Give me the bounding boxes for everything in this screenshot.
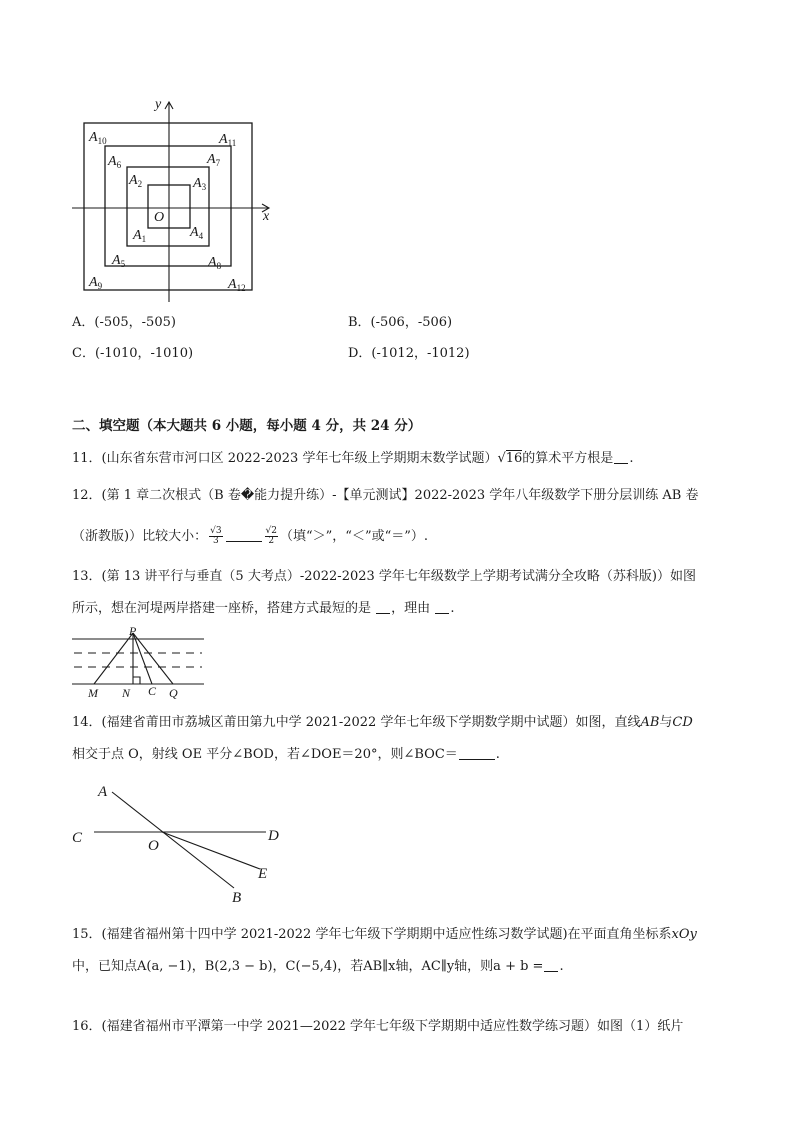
label-a10: $A_{10}$ (89, 130, 107, 146)
point-m-label: M (88, 686, 98, 700)
intersecting-lines-figure (66, 776, 296, 908)
q11-end: . (629, 451, 634, 466)
label-a5: $A_5$ (112, 253, 126, 269)
option-c: C．(-1010，-1010) (72, 346, 194, 361)
river-bridge-figure (70, 625, 210, 701)
point-e-label: E (258, 866, 268, 882)
question-13-line1: 13．(第 13 讲平行与垂直（5 大考点）-2022-2023 学年七年级数学上学期考试满分全攻略（苏科版)）如图 (72, 569, 696, 584)
q14-text-b: 相交于点 O，射线 OE 平分∠BOD，若∠DOE＝20°，则∠BOC＝ (72, 747, 458, 762)
sqrt-symbol: √ (497, 451, 506, 466)
ray-oe (162, 832, 260, 869)
q13-text-b: ，理由 (391, 601, 431, 616)
segment-pm (94, 633, 133, 684)
q15-text-a: 15．(福建省福州第十四中学 2021-2022 学年七年级下学期期中适应性练习数学试题)在平面直角坐标系 (72, 927, 672, 942)
square-outer (84, 123, 252, 290)
q12-fraction-1: $\frac{√3}{3}$ (210, 526, 222, 546)
question-16-line1: 16．(福建省福州市平潭第一中学 2021—2022 学年七年级下学期期中适应性数学练习题）如图（1）纸片 (72, 1019, 684, 1034)
point-d-label: D (268, 828, 279, 844)
q12-answer-blank[interactable] (226, 528, 262, 542)
question-14-line1 (72, 714, 693, 732)
q14-answer-blank[interactable] (459, 746, 495, 760)
question-11 (72, 450, 633, 468)
point-n-label: N (122, 686, 131, 700)
label-a8: $A_8$ (208, 255, 222, 271)
origin-label: O (154, 210, 165, 225)
q14-ab: AB (640, 715, 660, 730)
question-14-line2 (72, 746, 500, 764)
point-p-label: P (129, 625, 137, 638)
q11-answer-blank[interactable] (614, 450, 628, 464)
q14-text-a: 14．(福建省莆田市荔城区莆田第九中学 2021-2022 学年七年级下学期数学期中试题）如图，直线 (72, 715, 641, 730)
axis-y-label: y (155, 97, 162, 112)
label-a1: $A_1$ (133, 228, 147, 244)
label-a7: $A_7$ (207, 152, 221, 168)
q13-text-a: 所示，想在河堤两岸搭建一座桥，搭建方式最短的是 (72, 601, 372, 616)
point-c-label: C (72, 830, 83, 846)
segment-pq (133, 633, 173, 684)
point-b-label: B (232, 890, 242, 906)
label-a12: $A_{12}$ (228, 277, 246, 293)
q14-end: . (495, 747, 500, 762)
q12-text-a: （浙教版)）比较大小： (72, 529, 208, 544)
axis-x-label: x (263, 209, 270, 224)
option-a: A．(-505，-505) (72, 315, 176, 330)
q11-radicand: 16 (505, 451, 523, 466)
label-a4: $A_4$ (190, 225, 204, 241)
question-15-line1 (72, 926, 697, 944)
q13-answer-blank-1[interactable] (376, 600, 390, 614)
option-b: B．(-506，-506) (348, 315, 453, 330)
point-o-label: O (148, 838, 159, 854)
line-ab (112, 792, 234, 888)
q15-end: . (559, 959, 564, 974)
label-a11: $A_{11}$ (219, 132, 237, 148)
point-q-label: Q (169, 686, 178, 700)
nested-squares-figure (68, 92, 288, 304)
option-d: D．(-1012，-1012) (348, 346, 470, 361)
q14-with: 与 (659, 715, 673, 730)
label-a2: $A_2$ (129, 173, 143, 189)
q12-fraction-2: $\frac{√2}{2}$ (265, 526, 278, 546)
q15-text-b: 中，已知点A(a, −1)，B(2,3 − b)，C(−5,4)，若AB∥x轴，AC∥y轴，则a + b = (72, 959, 544, 974)
q15-answer-blank[interactable] (544, 958, 558, 972)
q12-text-b: （填“＞”，“＜”或“＝”）. (280, 529, 429, 544)
label-a3: $A_3$ (193, 176, 207, 192)
label-a6: $A_6$ (108, 154, 122, 170)
label-a9: $A_9$ (89, 275, 103, 291)
question-12-line2 (72, 527, 428, 546)
q13-end: . (450, 601, 455, 616)
q11-text: 11．(山东省东营市河口区 2022-2023 学年七年级上学期期末数学试题） (72, 451, 498, 466)
q13-answer-blank-2[interactable] (435, 600, 449, 614)
question-13-line2 (72, 600, 454, 618)
point-a-label: A (98, 784, 108, 800)
section-heading: 二、填空题（本大题共 6 小题，每小题 4 分，共 24 分） (72, 418, 422, 434)
q15-xoy: xOy (671, 927, 697, 942)
question-12-line1: 12．(第 1 章二次根式（B 卷�能力提升练）-【单元测试】2022-2023 学年八年级数学下册分层训练 AB 卷 (72, 488, 699, 503)
q14-cd: CD (672, 715, 693, 730)
right-angle-mark (133, 677, 140, 684)
q11-text-b: 的算术平方根是 (522, 451, 614, 466)
point-c-label: C (148, 684, 157, 698)
segment-pc (133, 633, 152, 684)
question-15-line2 (72, 958, 564, 976)
